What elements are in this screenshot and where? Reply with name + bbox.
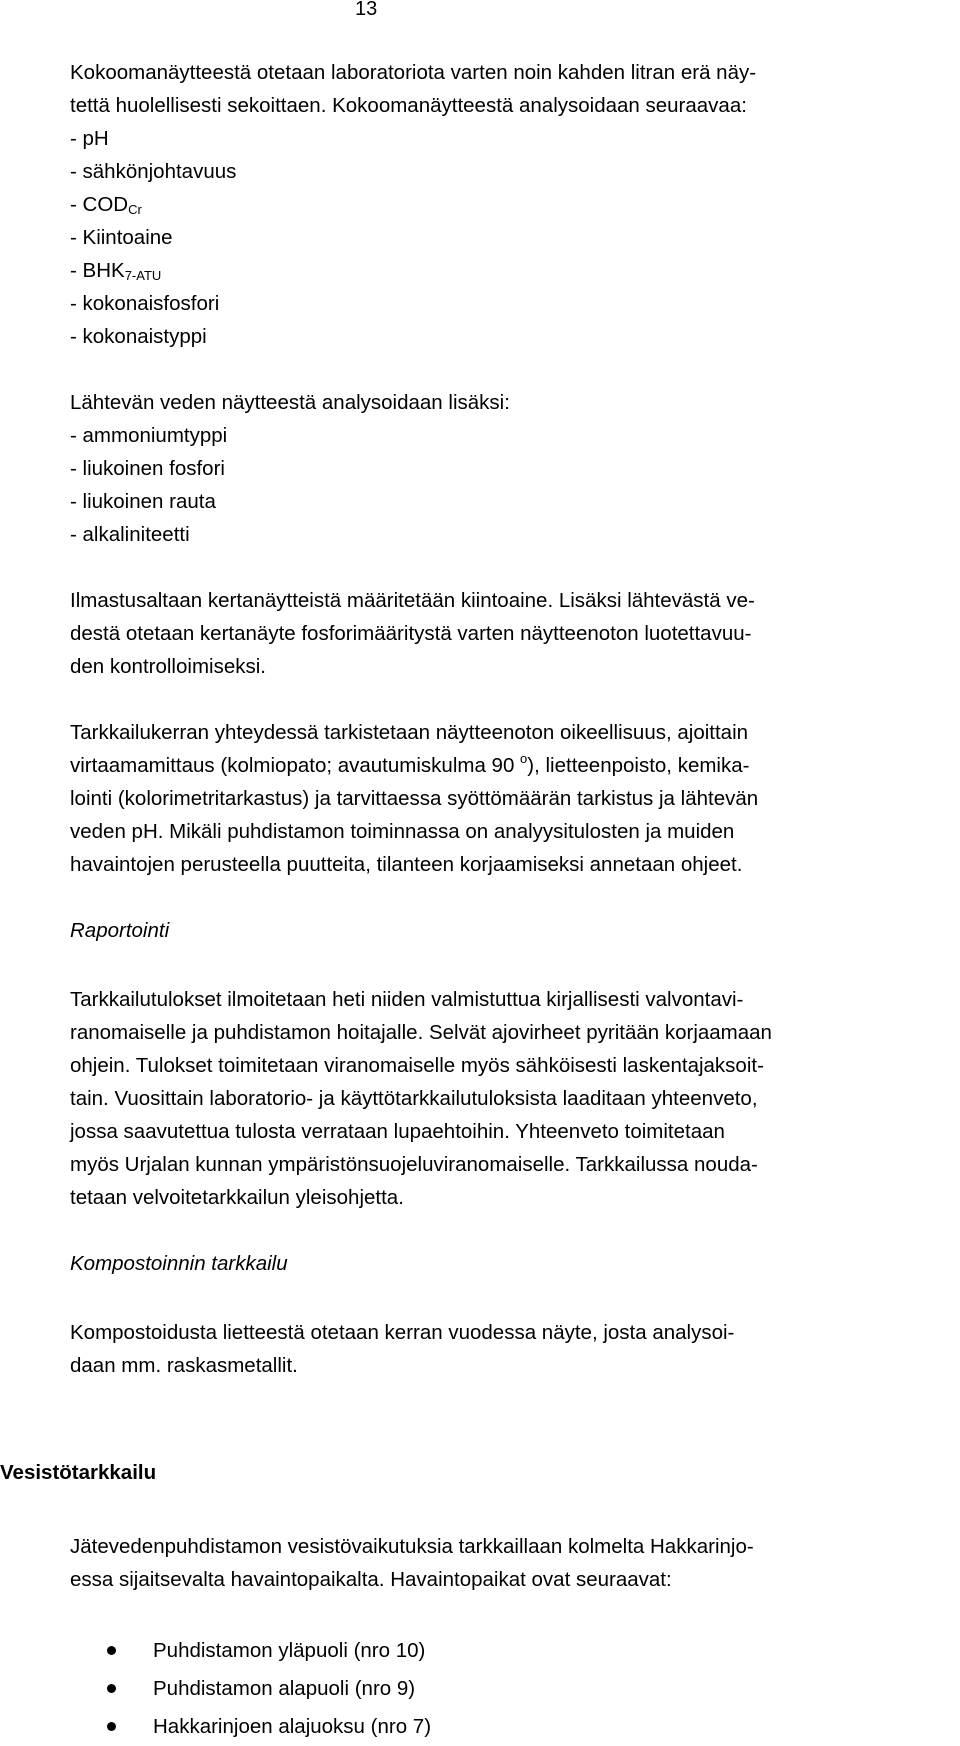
paragraph-line: tain. Vuosittain laboratorio- ja käyttötarkkailutuloksista laaditaan yhteenveto,	[70, 1087, 758, 1110]
list-item	[70, 1670, 930, 1708]
outlet-item: - alkaliniteetti	[70, 523, 190, 546]
analysis-item-conductivity: - sähkönjohtavuus	[70, 160, 237, 183]
water-monitoring-heading: Vesistötarkkailu	[0, 1461, 157, 1484]
bullet-icon	[107, 1684, 116, 1693]
page-number: 13	[355, 0, 378, 20]
paragraph-line: ohjein. Tulokset toimitetaan viranomaiselle myös sähköisesti laskentajaksoit-	[70, 1054, 764, 1077]
paragraph-line: essa sijaitsevalta havaintopaikalta. Havaintopaikat ovat seuraavat:	[70, 1568, 672, 1591]
analysis-item-solids: - Kiintoaine	[70, 226, 173, 249]
outlet-lead: Lähtevän veden näytteestä analysoidaan lisäksi:	[70, 391, 510, 414]
cod-label: - COD	[70, 193, 129, 216]
analysis-item-cod	[70, 188, 930, 221]
composting-paragraph	[70, 1316, 930, 1382]
reporting-paragraph	[70, 983, 930, 1214]
document-body	[70, 56, 930, 1382]
bhk-subscript: 7-ATU	[124, 268, 162, 283]
outlet-item: - liukoinen rauta	[70, 490, 216, 513]
paragraph-line: destä otetaan kertanäyte fosforimääritystä varten näytteenoton luotettavuu-	[70, 622, 752, 645]
line-text: virtaamamittaus (kolmiopato; avautumiskulma 90	[70, 754, 521, 777]
paragraph-line: Tarkkailutulokset ilmoitetaan heti niiden valmistuttua kirjallisesti valvontavi-	[70, 988, 744, 1011]
paragraph-line: daan mm. raskasmetallit.	[70, 1354, 298, 1377]
analysis-item-total-nitrogen: - kokonaistyppi	[70, 325, 207, 348]
outlet-item: - ammoniumtyppi	[70, 424, 228, 447]
bullet-icon	[107, 1646, 116, 1655]
paragraph-line: havaintojen perusteella puutteita, tilanteen korjaamiseksi annetaan ohjeet.	[70, 853, 743, 876]
degree-superscript: o	[520, 751, 528, 766]
intro-line-2: tettä huolellisesti sekoittaen. Kokoomanäytteestä analysoidaan seuraavaa:	[70, 94, 747, 117]
bullet-icon	[107, 1722, 116, 1731]
analysis-item-total-phosphorus: - kokonaisfosfori	[70, 292, 220, 315]
intro-section	[70, 56, 930, 353]
paragraph-line: Jätevedenpuhdistamon vesistövaikutuksia tarkkaillaan kolmelta Hakkarinjo-	[70, 1535, 754, 1558]
monitoring-paragraph	[70, 716, 930, 881]
reporting-heading: Raportointi	[70, 919, 170, 942]
list-item-label: Hakkarinjoen alajuoksu (nro 7)	[153, 1715, 432, 1738]
outlet-item: - liukoinen fosfori	[70, 457, 225, 480]
paragraph-line: lointi (kolorimetritarkastus) ja tarvittaessa syöttömäärän tarkistus ja lähtevän	[70, 787, 759, 810]
paragraph-line: ranomaiselle ja puhdistamon hoitajalle. Selvät ajovirheet pyritään korjaamaan	[70, 1021, 772, 1044]
observation-points-list	[70, 1632, 930, 1746]
paragraph-line: jossa saavutettua tulosta verrataan lupaehtoihin. Yhteenveto toimitetaan	[70, 1120, 725, 1143]
composting-heading: Kompostoinnin tarkkailu	[70, 1252, 288, 1275]
list-item	[70, 1708, 930, 1746]
paragraph-line: Tarkkailukerran yhteydessä tarkistetaan näytteenoton oikeellisuus, ajoittain	[70, 721, 749, 744]
list-item-label: Puhdistamon yläpuoli (nro 10)	[153, 1639, 426, 1662]
list-item-label: Puhdistamon alapuoli (nro 9)	[153, 1677, 416, 1700]
paragraph-line: tetaan velvoitetarkkailun yleisohjetta.	[70, 1186, 404, 1209]
paragraph-line: Kompostoidusta lietteestä otetaan kerran vuodessa näyte, josta analysoi-	[70, 1321, 735, 1344]
list-item	[70, 1632, 930, 1670]
paragraph-line: den kontrolloimiseksi.	[70, 655, 266, 678]
paragraph-line: Ilmastusaltaan kertanäytteistä määritetään kiintoaine. Lisäksi lähtevästä ve-	[70, 589, 755, 612]
analysis-item-bhk	[70, 254, 930, 287]
bhk-label: - BHK	[70, 259, 125, 282]
water-monitoring-section	[70, 1530, 930, 1746]
paragraph-line	[70, 749, 930, 782]
intro-line-1: Kokoomanäytteestä otetaan laboratoriota varten noin kahden litran erä näy-	[70, 61, 757, 84]
cod-subscript: Cr	[128, 202, 142, 217]
paragraph-line: veden pH. Mikäli puhdistamon toiminnassa on analyysitulosten ja muiden	[70, 820, 735, 843]
analysis-item-ph: - pH	[70, 127, 109, 150]
outlet-section	[70, 386, 930, 551]
paragraph-line: myös Urjalan kunnan ympäristönsuojeluviranomaiselle. Tarkkailussa nouda-	[70, 1153, 758, 1176]
line-text: ), lietteenpoisto, kemika-	[527, 754, 750, 777]
aeration-paragraph	[70, 584, 930, 683]
